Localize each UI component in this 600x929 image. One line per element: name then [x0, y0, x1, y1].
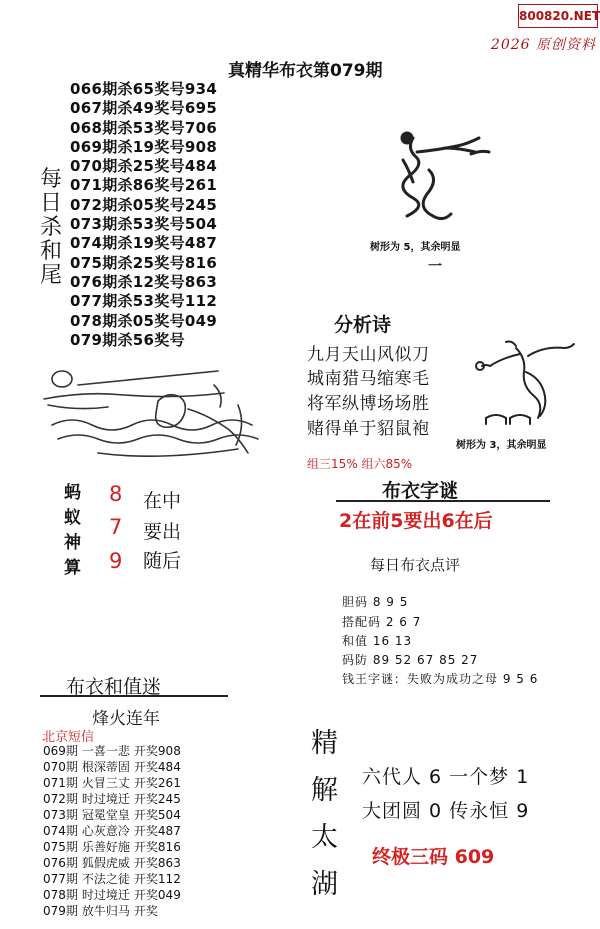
sms-result: 开奖484 [133, 760, 181, 774]
sms-result: 开奖245 [133, 792, 181, 806]
sms-row [43, 856, 185, 871]
sms-phrase: 狐假虎威 [81, 856, 130, 870]
kill-list-item: 068期杀53奖号706 [70, 118, 218, 137]
sms-phrase: 根深蒂固 [81, 760, 130, 774]
sms-issue: 072期 [43, 792, 78, 806]
figure-1-mark: 一 [428, 259, 442, 275]
sms-phrase: 不法之徒 [81, 872, 130, 886]
sms-phrase: 时过境迁 [81, 792, 130, 806]
sms-issue: 078期 [43, 888, 78, 902]
vertical-label: 每日杀和尾 [40, 167, 63, 288]
sms-phrase: 乐善好施 [81, 840, 130, 854]
sms-result: 开奖504 [133, 808, 181, 822]
kill-list-item: 077期杀53奖号112 [70, 292, 218, 311]
kill-list-item: 078期杀05奖号049 [70, 311, 218, 330]
daily-review-title: 每日布衣点评 [370, 556, 461, 574]
sms-issue: 070期 [43, 760, 78, 774]
ant-text: 要出 [143, 521, 182, 543]
sms-header: 北京短信 [42, 730, 95, 745]
ant-number: 8 [109, 482, 123, 506]
daily-review-line: 搭配码 2 6 7 [342, 615, 422, 629]
sms-result: 开奖112 [133, 872, 181, 886]
ant-number: 9 [109, 549, 123, 573]
sms-phrase: 放牛归马 [81, 904, 130, 918]
sms-issue: 069期 [43, 744, 78, 758]
kill-list-item: 070期杀25奖号484 [70, 157, 218, 176]
kill-list-item: 072期杀05奖号245 [70, 195, 218, 214]
sms-row [43, 872, 185, 887]
sms-issue: 076期 [43, 856, 78, 870]
site-badge: 800820.NET [518, 4, 598, 28]
sms-result: 开奖261 [133, 776, 181, 790]
sms-row [43, 888, 185, 903]
sms-row [43, 840, 185, 855]
jingjie-line: 大团圆 0 传永恒 9 [362, 800, 530, 822]
riddle-title: 布衣字谜 [382, 480, 459, 502]
group-ratio: 组三15% 组六85% [307, 457, 413, 471]
ant-number: 7 [109, 515, 123, 539]
sms-issue: 073期 [43, 808, 78, 822]
sms-issue: 075期 [43, 840, 78, 854]
ant-word: 算 [64, 558, 81, 578]
kill-list-item: 071期杀86奖号261 [70, 176, 218, 195]
poem-line: 将军纵博场场胜 [307, 394, 430, 414]
kill-list-item: 074期杀19奖号487 [70, 234, 218, 253]
sms-row [43, 792, 185, 807]
sum-riddle-underline [40, 695, 228, 697]
poem-line: 城南猎马缩寒毛 [307, 369, 430, 389]
ant-word: 蚁 [64, 508, 81, 528]
sms-result: 开奖908 [133, 744, 181, 758]
final-three-codes: 终极三码 609 [372, 846, 495, 868]
sms-row [43, 808, 185, 823]
figure-2-caption: 树形为 3，其余明显 [456, 440, 547, 451]
sms-phrase: 心灰意冷 [81, 824, 130, 838]
sms-result: 开奖863 [133, 856, 181, 870]
sms-issue: 074期 [43, 824, 78, 838]
jingjie-vertical-title: 精解太湖 [311, 728, 338, 900]
kill-list-item: 067期杀49奖号695 [70, 99, 218, 118]
sms-issue: 071期 [43, 776, 78, 790]
kill-list-item: 075期杀25奖号816 [70, 253, 218, 272]
kill-list [70, 80, 217, 350]
fishing-sketch [38, 365, 268, 470]
figure-1-caption: 树形为 5，其余明显 [370, 242, 461, 253]
sms-issue: 079期 [43, 904, 78, 918]
daily-review-line: 胆码 8 9 5 [342, 595, 409, 609]
poem-line: 赌得单于貂鼠袍 [307, 419, 430, 439]
riddle-underline [336, 500, 550, 502]
sms-row [43, 904, 162, 919]
poem-title: 分析诗 [334, 314, 392, 336]
jingjie-line: 六代人 6 一个梦 1 [362, 766, 530, 788]
kill-list-item: 076期杀12奖号863 [70, 272, 218, 291]
sms-row [43, 760, 185, 775]
riddle-answer: 2在前5要出6在后 [339, 510, 493, 532]
sms-result: 开奖816 [133, 840, 181, 854]
sms-row [43, 824, 185, 839]
sms-result: 开奖 [133, 904, 158, 918]
sum-riddle-subtitle: 烽火连年 [92, 709, 160, 729]
poem-line: 九月天山风似刀 [307, 345, 430, 365]
sms-result: 开奖487 [133, 824, 181, 838]
kill-list-item: 066期杀65奖号934 [70, 80, 218, 98]
sms-issue: 077期 [43, 872, 78, 886]
ant-text: 在中 [143, 490, 182, 512]
sms-result: 开奖049 [133, 888, 181, 902]
ant-text: 随后 [143, 550, 182, 572]
sms-row [43, 744, 185, 759]
daily-review-line: 和值 16 13 [342, 634, 413, 648]
figure-sketch-1 [385, 130, 495, 230]
ant-word: 神 [64, 533, 81, 553]
brand-note: 2026 原创资料 [490, 37, 596, 53]
sms-row [43, 776, 185, 791]
kill-list-item: 069期杀19奖号908 [70, 137, 218, 156]
page-title: 真精华布衣第079期 [228, 61, 383, 81]
sms-phrase: 火冒三丈 [81, 776, 130, 790]
sms-phrase: 一喜一悲 [81, 744, 130, 758]
sum-riddle-title: 布衣和值迷 [66, 676, 162, 698]
ant-word: 蚂 [64, 483, 81, 503]
sms-phrase: 时过境迁 [81, 888, 130, 902]
sms-phrase: 冠冕堂皇 [81, 808, 130, 822]
kill-list-item: 079期杀56奖号 [70, 330, 185, 349]
daily-review-line: 钱王字谜：失败为成功之母 9 5 6 [342, 672, 539, 686]
daily-review-line: 码防 89 52 67 85 27 [342, 653, 479, 667]
figure-sketch-2 [470, 338, 580, 430]
kill-list-item: 073期杀53奖号504 [70, 215, 218, 234]
